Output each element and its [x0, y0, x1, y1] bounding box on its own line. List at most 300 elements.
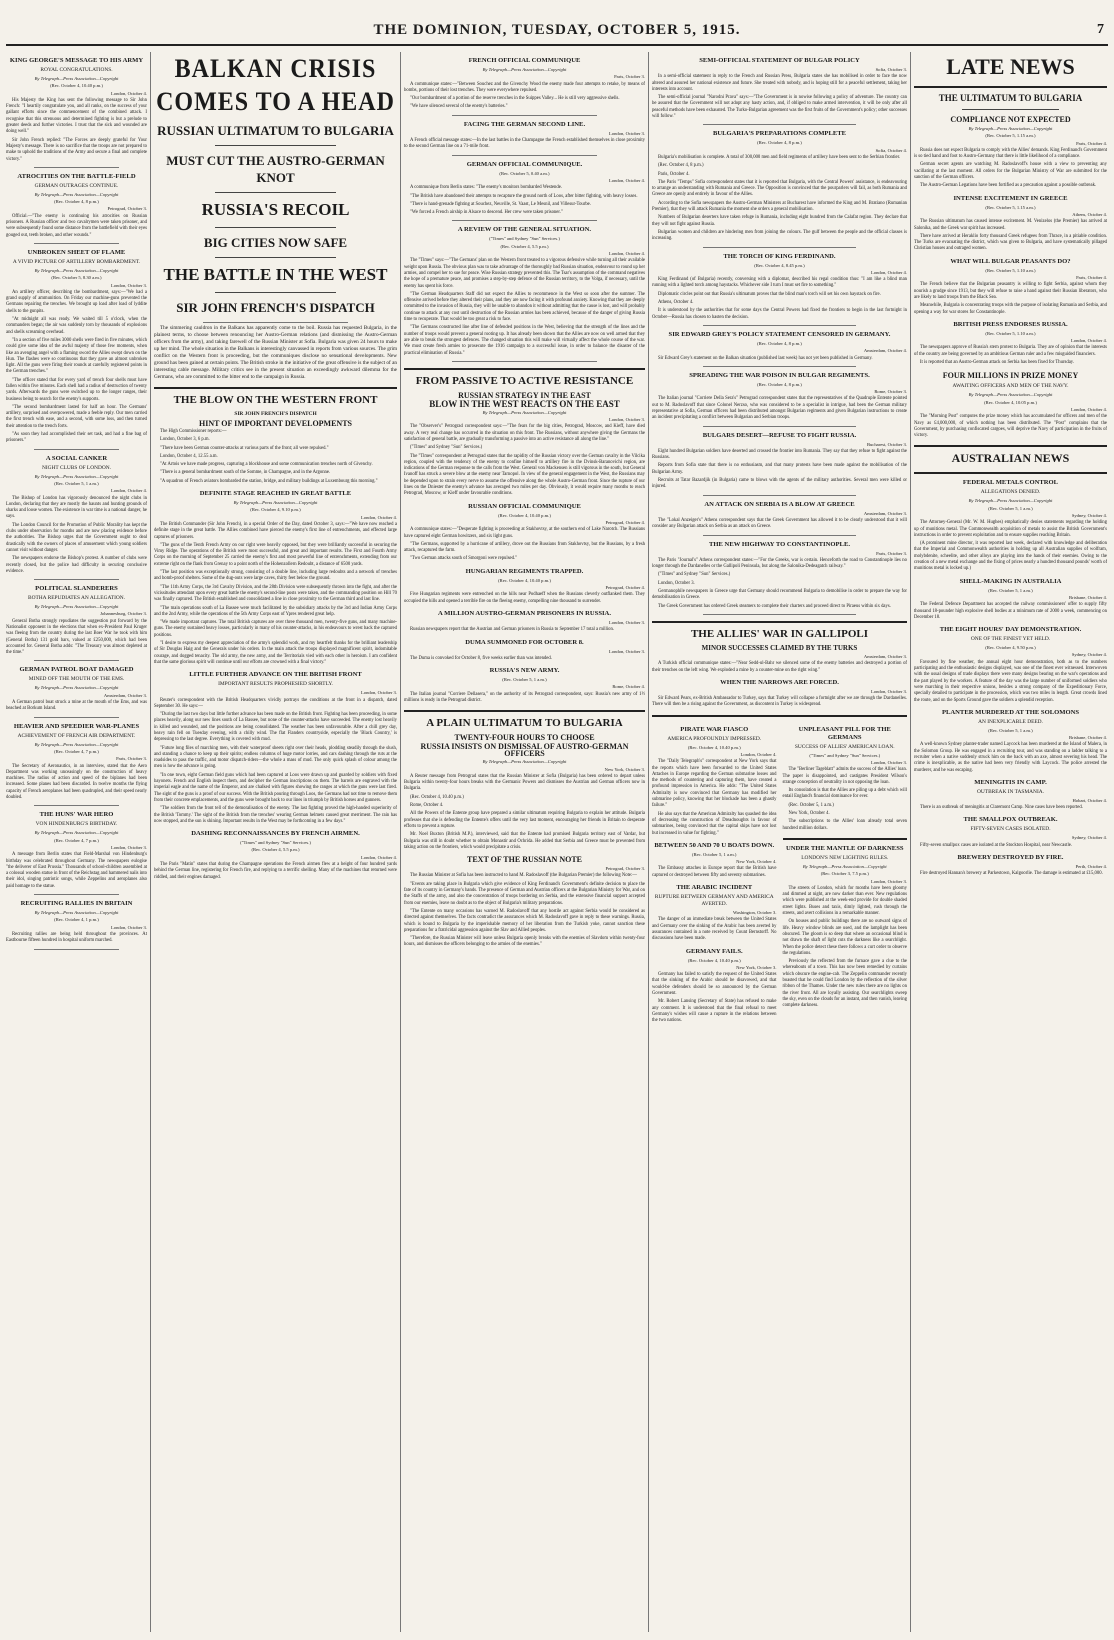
article-paragraph: The Federal Defence Department has accepted the railway commissioners' offer to supply fifty thousand 18-pounder high explosive shell bodies at a minimum rate of 2000 a week, commencing on December 18. — [914, 602, 1107, 620]
article-body — [404, 774, 645, 851]
column-divider — [150, 52, 151, 1632]
dateline: Johannesburg, October 3. — [100, 611, 147, 617]
article-headline: SIR EDWARD GREY'S POLICY STATEMENT CENSORED IN GERMANY. — [668, 330, 891, 338]
article-paragraph: German secret agents are watching M. Radoslavoff's house with a view to preventing any vacillating at the last moment. All orders for the Bulgarian Ministry of War are submitted for the sanction of the German officers. — [914, 162, 1107, 181]
divider — [703, 495, 856, 496]
article-paragraph: The "Lokal Anzeiger's" Athens correspondent says that the Greek Government has allowed it to be clearly understood that it will consider any Bulgarian attack on Serbia as an attack on Greece. — [652, 517, 907, 530]
article-paragraph: A French official message states:—In the last battles in the Champagne the French established themselves in close proximity to the second German line on a 71-mile front. — [404, 138, 645, 150]
subhead: SUCCESS OF ALLIES' AMERICAN LOAN. — [794, 743, 895, 750]
subhead: BOTHA REPUDIATES AN ALLEGATION. — [27, 595, 126, 602]
headline-u-boats: BETWEEN 50 AND 70 U BOATS DOWN. — [654, 841, 775, 849]
article-paragraph: "Events are taking place in Bulgaria which give evidence of King Ferdinand's Government's definite decision to place the fate of its country in Germany's hands. The presence of German and Austrian officers at the Bulgarian Ministry for War, and on the Staffs of the army, and also the concentration of troops bordering on Serbia, and the extensive financial support accepted from our enemies, leave no doubt as to the object of Bulgaria's military preparations. — [404, 881, 645, 906]
dateline: Athens, October 4. — [1072, 211, 1107, 217]
divider — [34, 805, 119, 806]
divider — [404, 368, 645, 370]
article-paragraph: Rome, October 4. — [410, 803, 444, 809]
dateline: Petrograd, October 3. — [605, 866, 645, 872]
column-4 — [652, 52, 907, 1632]
received-line: (Rec. October 5, 1 a.m.) — [988, 505, 1033, 511]
article — [652, 57, 907, 125]
dateline: Rome, October 3. — [874, 389, 907, 395]
article-paragraph: A Turkish official communique states:—"Near Sedd-ul-Bahr we silenced some of the enemy batteries and destroyed a portion of their trenches on the left wing. We exploded a mine by a counter-mine on the right wing." — [652, 661, 907, 673]
subhead: AWAITING OFFICERS AND MEN OF THE NAVY. — [952, 383, 1069, 390]
article-paragraph: The Embassy attaches in Europe report that the British have captured or destroyed between fifty and seventy submarines. — [652, 866, 777, 878]
article-paragraph: A communique states:—"Desperate fighting is proceeding at Stakhovtsy, at the southern end of Lake Narotch. The Russians have captured eight German howitzers, and six light guns. — [404, 527, 645, 539]
article-body — [914, 282, 1107, 315]
divider — [452, 220, 597, 221]
headline-blow-western-front: THE BLOW ON THE WESTERN FRONT — [173, 394, 378, 406]
article-paragraph: "As soon they had accomplished their set task, and had a fine bag of prisoners." — [6, 432, 147, 444]
divider — [914, 86, 1107, 88]
dateline: London, October 4. — [609, 177, 645, 183]
dateline: London, October 4. — [1071, 338, 1107, 344]
article-paragraph: The Secretary of Aeronautics, in an interview, stated that the Aero Department was working unceasingly on the construction of heavy machines. The radius of action and speed of the biplanes had been increased. Some planes had been discarded. In twelve months the flying capacity of French aeroplanes had been quadrupled, and their speed nearly doubled. — [6, 763, 147, 801]
article-paragraph: "Future long files of marching men, with their waterproof sheets right over their heads, plodding steadily through the slush, and standing a chance to keep up their spirits; endless columns of huge motor lorries, and cars dashing through the ruts at the roadsides to pass the traffic, and motor dispatch-riders—the whole a mass of mud. The only quick splash of colour among the men is how the advance is going. — [154, 745, 397, 770]
received-line: (Rec. October 5, 8.30 a.m.) — [51, 275, 102, 281]
article-paragraph: Sir Edward Pears, ex-British Ambassador to Turkey, says that Turkey will collapse a fortnight after we are through the Dardanelles. There will then be a rising against the Government, as discontent in Turkey is widespread. — [652, 696, 907, 708]
article-paragraph: King Ferdinand (of Bulgaria) recently, conversing with a diplomat, described his regal condition thus: "I am like a blind man running with a lighted torch among haystacks. Whichever side I turn I must set fire to something." — [652, 277, 907, 289]
article-paragraph: Bulgarian women and children are hindering men from joining the colours. The gulf between the people and the official classes is increasing. — [652, 229, 907, 242]
article-paragraph: The Russian ultimatum has caused intense excitement. M. Venizelos (the Premier) has arrived at Salonika, and the Greek war spirit has increased. — [914, 219, 1107, 231]
article-body — [404, 873, 645, 948]
divider — [34, 717, 119, 718]
headline-pirate-war: PIRATE WAR FIASCO — [680, 725, 749, 733]
article — [6, 173, 147, 244]
article-body — [914, 219, 1107, 252]
headline-narrows-forced: WHEN THE NARROWS ARE FORCED. — [720, 678, 839, 686]
divider — [703, 614, 856, 615]
headline-plain-ultimatum: A PLAIN ULTIMATUM TO BULGARIA — [426, 717, 623, 730]
dateline: Petrograd, October 4. — [605, 585, 645, 591]
headline-gallipoli: THE ALLIES' WAR IN GALLIPOLI — [690, 627, 869, 640]
article-paragraph: The Greek Government has ordered Greek steamers to complete their charters and proceed direct to Piraeus within six days. — [658, 603, 891, 609]
column-3-articles — [404, 57, 645, 362]
article-paragraph: "The 11th Army Corps, the 3rd Cavalry Division, and the 28th Division were subsequently thrown into the fight, and after the vicissitudes attendant upon every great battle the enemy's second-line posts were taken, and the commanding position on Hill 70 was finally captured. The British established and consolidated a line in close proximity to the German third and last line. — [154, 584, 397, 603]
subhead: AMERICA PROFOUNDLY IMPRESSED. — [667, 735, 762, 742]
article-paragraph: The High Commissioner reports:— — [160, 429, 227, 434]
source-line: ("Times" and Sydney "Sun" Services.) — [240, 840, 311, 846]
received-line: (Rec. October 5, 1.15 a.m.) — [985, 204, 1036, 210]
article-paragraph: General Botha strongly repudiates the suggestion put forward by the Nationalist opponent in the elections that when ex-President Paul Kruger was fleeing from the country during the last Boer War he took with him (General Botha) 131 gold bars, valued at £250,000, which had been accounted for. General Botha adds: "The Treasury was almost depleted at the time." — [6, 618, 147, 656]
late-news-title: LATE NEWS — [946, 54, 1075, 79]
article-headline: ATROCITIES ON THE BATTLE-FIELD — [17, 172, 136, 180]
article-paragraph: According to the Sofia newspapers the Austro-German Ministers at Bucharest have informed the King and M. Bratiano (Rumanian Premier), that they will attack Rumania the moment she orders a general mobilisation. — [652, 200, 907, 213]
dateline: Sofia, October 4. — [875, 147, 907, 153]
article-paragraph: The newspapers endorse the Bishop's protest. A number of clubs were recently closed, but the police had difficulty in securing conclusive evidence. — [6, 556, 147, 574]
article-headline: A REVIEW OF THE GENERAL SITUATION. — [457, 226, 592, 234]
article-paragraph: "The Germans, supported by a hurricane of artillery, drove out the Russians from Stakhovtsy, but the Russians, by a fresh attack, recaptured the farm. — [404, 541, 645, 554]
article-paragraph: The Austro-German Legations have been fortified as a precaution against a possible outbreak. — [920, 183, 1097, 189]
article-paragraph: "I desire to express my deepest appreciation of the army's splendid work, and my heartfelt thanks for the brilliant leadership of Sir Douglas Haig and the Generals under his orders. In the main attack the troops displayed magnificent spirit, indomitable courage, and dogged tenacity. The old army, the new army, and the Territorials vied with each other in heroism. I am confident that the same glorious spirit will continue until our efforts are crowned with a final victory." — [154, 641, 397, 665]
dateline: Washington, October 3. — [732, 910, 777, 916]
article — [404, 57, 645, 116]
intro-summary: The simmering cauldron in the Balkans has apparently come to the boil. Russia has requested Bulgaria, in the plainest terms, to choose between renouncing her Austro-German relations (and dismissing the Austro-German officers from the army), and taking farewell of the Russian Minister at Sofia. Bulgaria was given 24 hours to make up her mind. The whole situation in the Balkans is interestingly canvassed in reports from various sources. The grim conflict on the Western front is proceeding, but the communiques disclose no sensational developments. New ground has been gained at certain points. The British stroke in the initiative of the great offensive is the subject of an interesting cable message. Military critics see in the present situation an exceedingly awkward dilemma for the Germans, who are committed to the bitter end to the campaign in Russia. — [154, 325, 397, 380]
dateline: London, October 3. — [609, 130, 645, 136]
article-body — [652, 972, 777, 1024]
byline: By Telegraph—Press Association—Copyright — [968, 126, 1053, 131]
dateline: Amsterdam, October 3. — [103, 692, 147, 698]
article-paragraph: New York, October 4. — [788, 811, 830, 817]
article-paragraph: A well-known Sydney planter-trader named Laycock has been murdered at the Island of Malera, in the Solomon Group. He was engaged in a recruiting tour, and was standing on a ladder talking to a recruiter when a native suddenly struck him on the back with an axe, almost severing his head. The crime is inexplicable, as the native had been very friendly with Laycock. The police arrested the murderer, and he was escaping. — [914, 742, 1107, 773]
divider — [452, 155, 597, 156]
article-paragraph: The "Times" says:—"The Germans' plan on the Western front treated to a vigorous defensive while turning all their available weight upon Russia. The obvious plan was to take advantage of the thoroughly bad Russian situation, endeavour to round up her armies, and compel her to sue for peace. Wise Russian strategy prevented this. The Tsar's assumption of the command negatives the hope of a premature peace, and promises a step-by-step defence of the Russian territory, to the Volga, if necessary, until the enemy has spent his force. — [404, 258, 645, 289]
page-number: 7 — [1097, 22, 1104, 37]
article-paragraph: The "Berliner Tageblatt" admits the success of the Allies' loan. The paper is disappointed, and castigates President Wilson's strange conception of neutrality in not opposing the loan. — [782, 767, 907, 785]
dateline: Amsterdam, October 3. — [863, 510, 907, 516]
article-paragraph: Five Hungarian regiments were entrenched on the hills near Podhaeff when the Russians cleverly outflanked them. They occupied the hills and opened a terrible fire on the fleeing enemy, compelling nine thousand to surrender. — [404, 592, 645, 604]
headline-duma-summoned: DUMA SUMMONED FOR OCTOBER 8. — [465, 638, 584, 646]
article-paragraph: Previously the reflected from the furnace gave a clue to the whereabouts of a town. This has now been remedied by curtains which obscure the engine-cab. The Zeppelin commander recently boasted that he could find London by the reflection of the silver ribbon of the Thames. Under the new rules there are no lights on the river front. All are loyally assisting. Our searchlights sweep the sky, even on the clouds for an instant, and then vanish, leaving complete darkness. — [782, 959, 907, 1009]
divider — [703, 124, 856, 125]
article-paragraph: The Paris "Temps" Sofia correspondent states that it is reported that Bulgaria, with the Central Powers' assistance, is endeavouring to arrange an understanding with Rumania and Greece. The Opposition is convinced that the pourparlers will fail, as both Rumania and Greece are openly and entirely in favour of the Allies. — [652, 179, 907, 198]
article-paragraph: A message from Berlin states that Field-Marshal von Hindenburg's birthday was celebrated throughout Germany. The newspapers eulogise "the deliverer of East Prussia." Thousands of school-children assembled at a colossal wooden statue in front of the Reichstag and hammered nails into their idol, singing patriotic songs, while Zeppelins and aeroplanes also paid homage to the statue. — [6, 852, 147, 889]
headline-arabic-incident: THE ARABIC INCIDENT — [676, 884, 753, 892]
article — [404, 161, 645, 222]
subhead: ROYAL CONGRATULATIONS. — [40, 67, 113, 73]
article-paragraph: "In a section of five miles 3000 shells were fired in five minutes, which could give some idea of the awful majesty of those few moments, when like an avenging angel with a flaming sword the Allies swept down on the Hun. The flashes were so continuous that they gave an almost unbroken light. All the guns were firing their rounds at carefully registered points in the German trenches." — [6, 337, 147, 375]
article — [652, 372, 907, 427]
article-headline: THE TORCH OF KING FERDINAND. — [723, 252, 836, 260]
received-line: (Rec. October 5, 1.10 a.m.) — [985, 330, 1036, 336]
dateline: Bucharest, October 3. — [866, 441, 907, 447]
headline-russias-new-army: RUSSIA'S NEW ARMY. — [489, 667, 560, 675]
article-paragraph: The British Commander (Sir John French), in a special Order of the Day, dated October 3, says:—"We have now reached a definite stage in the great battle. The Allies combined have pierced the enemy's first line of entrenchments, and effected large captures of prisoners. — [154, 521, 397, 540]
byline: By Telegraph—Press Association—Copyright — [34, 910, 119, 916]
divider — [914, 472, 1107, 474]
headline-bulgar-peasants: WHAT WILL BULGAR PEASANTS DO? — [950, 257, 1071, 265]
article-paragraph: "The officer stated that for every yard of trench four shells must have fallen within five minutes. Each shell had a radius of destruction of twenty yards. Afterwards the guns were switched up to the longer ranges, their business being to search for the enemy's supports. — [6, 377, 147, 402]
dateline: London, October 3. — [111, 844, 147, 850]
divider — [652, 621, 907, 623]
received-line: (Rec. October 5, 1 a.m.) — [502, 677, 547, 683]
divider — [34, 449, 119, 450]
dateline: Amsterdam, October 4. — [863, 348, 907, 354]
headline-hungarian-regiments: HUNGARIAN REGIMENTS TRAPPED. — [465, 567, 584, 575]
divider — [703, 535, 856, 536]
byline: By Telegraph—Press Association—Copyright — [34, 473, 119, 479]
headline-big-cities: BIG CITIES NOW SAFE — [203, 235, 348, 250]
byline: By Telegraph—Press Association—Copyright — [34, 830, 119, 836]
received-line: (Rec. October 4, 5.5 p.m.) — [251, 847, 300, 853]
article-paragraph: "There is a general bombardment south of the Somme, in Champagne, and in the Argonne. — [160, 470, 331, 476]
article-paragraph: The semi-official journal "Narodni Prava" says:—"The Government is in nowise following a policy of adventure. The country can be assured that the Government will not adopt any hasty action, and, if obliged to make armed intervention, it will be only after all peaceful methods have been exhausted. The Turko-Bulgarian agreement was the first fruits of the Government's policy; other successes will follow." — [652, 95, 907, 120]
received-line: (Rec. October 5, 1 a.m.) — [54, 480, 99, 486]
article-paragraph: The Paris "Journal's" Athens correspondent states:—"For the Greeks, war is certain. Henceforth the road to Constantinople lies no longer through the Dardanelles or the Gallipoli Peninsula, but along the Salonika-Dedeagatch railway." — [652, 557, 907, 570]
article-paragraph: The newspapers approve of Russia's stern protest to Bulgaria. They are of opinion that the interests of the country are being governed by an ambitious German ruler and a few misguided financiers. — [914, 345, 1107, 357]
dateline: Hobart, October 4. — [1072, 797, 1107, 803]
divider — [703, 366, 856, 367]
article-body — [783, 767, 908, 832]
article-paragraph: London, October 3. — [658, 580, 695, 586]
article-paragraph: The Bishop of London has vigorously denounced the night clubs in London, declaring that they are mostly the haunts and hunting grounds of sharks and loose women. The existence in war time is a national danger, he says. — [6, 495, 147, 520]
article-headline: GERMAN OFFICIAL COMMUNIQUE. — [466, 160, 583, 168]
byline: By Telegraph—Press Association—Copyright — [482, 409, 567, 415]
article-paragraph: A Reuter message from Petrograd states that the Russian Minister at Sofia (Bulgaria) has been ordered to depart unless Bulgaria within twenty-four hours breaks with the Germanic Powers and dismisses the Austrian and German officers now in Bulgaria. — [404, 773, 645, 792]
subhead: BLOW IN THE WEST REACTS ON THE EAST — [429, 398, 620, 409]
article-paragraph: (A prominent mine director, it was reported last week, declared with knowledge and deliberation that the Imperial and Commonwealth authorities in holding up all Australian supplies of wolfram, molybdenite, scheelite, and other alloys are playing into the hands of their enemies. Owing to the creation of a new metal exchange and the fixing of prices nearly a hundred thousand pounds' worth of munitions metal is locked up.) — [914, 541, 1107, 572]
article-paragraph: A communique from Berlin states: "The enemy's monitors bombarded Westende. — [410, 185, 563, 191]
article-paragraph: Russia does not expect Bulgaria to comply with the Allies' demands. King Ferdinand's Government is so tied hand and foot to Austro-Germany that there is little likelihood of a compliance. — [914, 147, 1107, 160]
received-line: (Rec. October 5, 1 a.m.) — [988, 727, 1033, 733]
column-divider — [648, 52, 649, 1632]
article-body — [914, 520, 1107, 572]
article-paragraph: (Rec. October 4, 8 p.m.) — [658, 163, 704, 169]
received-line: (Rec. October 4, 9.10 p.m.) — [250, 507, 301, 513]
dateline: London, October 3. — [871, 878, 907, 884]
received-line: (Rec. October 4, 8 p.m.) — [757, 381, 802, 387]
article-paragraph: "The main operations south of La Bassee were much facilitated by the subsidiary attacks by the 3rd and Indian Army Corps and the 2nd Army, while the operations of the 5th Army Corps east of Ypres rendered great help. — [154, 605, 397, 617]
article-body — [154, 522, 397, 666]
byline: By Telegraph—Press Association—Copyright — [233, 500, 318, 506]
dateline: New York, October 3. — [736, 964, 777, 970]
article-paragraph: Paris, October 4. — [658, 171, 690, 177]
article-headline: A SOCIAL CANKER — [45, 454, 108, 462]
byline: By Telegraph—Press Association—Copyright — [34, 741, 119, 747]
subhead: AN INEXPLICABLE DEED. — [978, 718, 1043, 725]
divider — [215, 292, 337, 293]
byline: By Telegraph—Press Association—Copyright — [482, 67, 567, 72]
article-paragraph: It is understood by the authorities that for some days the Central Powers had fixed the frontiers to begin in the last fortnight in October—Russia has chosen to hasten the decision. — [652, 308, 907, 320]
article-paragraph: ("Times" and Sydney "Sun" Services.) — [658, 572, 731, 578]
article-paragraph: His Majesty the King has sent the following message to Sir John French: "I heartily congratulate you, and all ranks, on the success of your gallant efforts since the commencement of the combined attack. I recognise that this strenuous and determined fighting is but a prelude to greater deeds and further victories. I trust that the sick and wounded are doing well." — [6, 97, 147, 135]
article-paragraph: The "Daily Telegraph's" correspondent at New York says that the reports which have been forwarded to the United States Attaches in Europe regarding the German submarine losses and the methods of countering and capturing them, have created a profound impression in America. He adds: "The United States Admiralty is now convinced that Germany has modified her submarine policy, knowing that her blockade has been a ghastly failure." — [652, 759, 777, 809]
divider — [34, 579, 119, 580]
article-paragraph: Mr. Robert Lansing (Secretary of State) has refused to make any comment. It is understood that the final refusal to meet Germany's wishes will cause a rupture in the relations between the two nations. — [652, 999, 777, 1024]
article — [652, 541, 907, 615]
subhead: ONE OF THE FINEST YET HELD. — [970, 636, 1051, 643]
divider — [203, 322, 349, 323]
article-paragraph: "The Entente on many occasions has warned M. Radoslavoff that any hostile act against Serbia would be considered as directed against themselves. The facts contradict the assurances which M. Radoslavoff gave in reply to these warnings. Russia, which is bound to Bulgaria by the imperishable memory of her liberation from the Turkish yoke, cannot sanction these preparations for a fratricidal aggression against the Slav and Allied peoples. — [404, 908, 645, 933]
headline-passive-to-active: FROM PASSIVE TO ACTIVE RESISTANCE — [415, 374, 634, 387]
article — [652, 501, 907, 536]
subhead: ACHIEVEMENT OF FRENCH AIR DEPARTMENT. — [17, 732, 136, 739]
article-headline: POLITICAL SLANDERERS — [35, 585, 118, 593]
dateline: Petrograd, October 4. — [605, 519, 645, 525]
article-paragraph: The Duma is convoked for October 8, five weeks earlier than was intended. — [410, 655, 552, 661]
dateline: New York, October 3. — [604, 766, 645, 772]
received-line: (Rec. October 4, 7 p.m.) — [54, 837, 99, 843]
column-5 — [914, 52, 1107, 1632]
received-line: (Rec. October 4, 8 p.m.) — [757, 340, 802, 346]
subhead: HINT OF IMPORTANT DEVELOPMENTS — [199, 419, 352, 428]
dateline: Brisbane, October 4. — [1068, 735, 1107, 741]
article-paragraph: The Italian journal "Corriere Dellasera," on the authority of its Petrograd correspondent, says: Russia's new army of 1½ millions is ready in the Petrograd district. — [404, 691, 645, 703]
received-line: (Rec. October 5, 1.15 a.m.) — [985, 133, 1036, 139]
column-1 — [6, 52, 147, 1632]
byline: By Telegraph—Press Association—Copyright — [968, 498, 1053, 504]
headline-austro-german-knot: MUST CUT THE AUSTRO-GERMAN KNOT — [166, 153, 385, 185]
divider — [703, 426, 856, 427]
headline-unpleasant-pill: UNPLEASANT PILL FOR THE GERMANS — [798, 725, 891, 741]
article-body — [652, 759, 777, 837]
divider — [652, 715, 907, 717]
article-paragraph: The Russian Minister at Sofia has been instructed to hand M. Radoslavoff (the Bulgarian Premier) the following Note:— — [410, 873, 637, 879]
divider — [404, 710, 645, 712]
article-paragraph: The French believe that the Bulgarian peasantry is willing to fight Serbia, against whom they nourish a grudge since 1913, but they will refuse to raise a hand against their Russian liberators, who are likely to land troops from the Black Sea. — [914, 282, 1107, 300]
column-divider — [910, 52, 911, 1632]
article-body — [404, 424, 645, 497]
article-body — [914, 345, 1107, 366]
article-headline: RECRUITING RALLIES IN BRITAIN — [20, 900, 133, 908]
article — [6, 723, 147, 807]
byline: By Telegraph—Press Association—Copyright — [34, 267, 119, 273]
dateline: London, October 3. — [609, 619, 645, 625]
divider — [783, 838, 908, 840]
dateline: Sydney, October 4. — [1071, 835, 1107, 841]
article-paragraph: Numbers of Bulgarian deserters have taken refuge in Rumania, including eight hundred from the Calafat region. They declare that they will not fight against Russia. — [652, 215, 907, 227]
headline-balkan-crisis: BALKAN CRISIS COMES TO A HEAD — [156, 55, 395, 117]
article-paragraph: The "Morning Post" computes the prize money which has accumulated for officers and men of the Navy as £4,000,000, of which nothing has been distributed. The "Post" complains that the Government, by purchasing confiscated cargoes, will deprive the Navy of participation in the fruits of victory. — [914, 414, 1107, 439]
article-paragraph: The streets of London, which for months have been gloomy and dimmed at night, are now darker than ever. New regulations which were published at the week-end provide for double shaded street lights. Buses and taxis, dimly lighted, rush through the streets, and avert collisions in a remarkable manner. — [782, 885, 907, 917]
article-paragraph: Bulgaria's mobilisation is complete. A total of 300,000 men and field regiments of artillery have been sent to the Serbian frontier. — [658, 154, 901, 160]
dateline: Amsterdam, October 3. — [863, 653, 907, 659]
subhead: GERMAN OUTRAGES CONTINUE. — [34, 182, 119, 189]
article-paragraph: Germanophile newspapers in Greece urge that Germany should recommend Bulgaria to demobilise in order to prepare the way for demobilisation in Greece. — [652, 589, 907, 601]
masthead-title: THE DOMINION, TUESDAY, OCTOBER 5, 1915. — [373, 22, 741, 38]
right-subcolumn — [783, 721, 908, 1027]
dateline: London, October 4. — [111, 90, 147, 96]
article-paragraph: "At midnight all was ready. We waited till 5 o'clock, when the commanders began; the air was suddenly torn by thousands of explosions and shells screaming overhead. — [6, 317, 147, 335]
article-paragraph: "We have silenced several of the enemy's batteries." — [410, 104, 508, 110]
article-headline: BULGARS DESERT—REFUSE TO FIGHT RUSSIA. — [702, 431, 857, 439]
received-line: (Rec. October 5, 1 a.m.) — [988, 587, 1033, 593]
subhead: NIGHT CLUBS OF LONDON. — [41, 464, 112, 471]
dateline: Petrograd, October 3. — [107, 206, 147, 212]
article-paragraph: Russian newspapers report that the Austrian and German prisoners in Russia to September 17 total a million. — [410, 627, 614, 633]
masthead — [0, 22, 1114, 42]
received-line: (Rec. October 4, 7 p.m.) — [54, 748, 99, 754]
article-paragraph: "In one town, eight German field guns which had been captured at Loos were drawn up and guarded by soldiers with fixed bayonets. French and English inspect them, and decipher the German inscriptions on them. The barrels are engraved with the imperial eagle and the name of the Emperor, and are chalked with figures showing the ranges at which the guns were last fired. The sight of the guns is a proof of our success. With the British pouring through Loos, the Germans had not time to remove them from their concrete emplacements, and the guns were brought back to our lines in triumph by British horses and gunners. — [154, 772, 397, 803]
article-paragraph: "We forced a French airship in Alsace to descend. Her crew were taken prisoner." — [410, 210, 563, 216]
article-paragraph: Meanwhile, Bulgaria is concentrating troops with the purpose of isolating Rumania and Serbia, and opening a way for war stores for Constantinople. — [914, 303, 1107, 315]
divider — [34, 167, 119, 168]
received-line: (Rec. October 5, 1.10 a.m.) — [985, 267, 1036, 273]
headline-meningitis: MENINGITIS IN CAMP. — [974, 778, 1047, 786]
subhead: ALLEGATIONS DENIED. — [980, 489, 1041, 496]
headline-battle-west: THE BATTLE IN THE WEST — [163, 265, 388, 284]
article-paragraph: Germany has failed to satisfy the request of the United States that the sinking of the Arabic should be disavowed, and that would-be defenders should be so announced by the German Government. — [652, 972, 777, 997]
received-line: (Rec. October 4, 1 p.m.) — [54, 917, 99, 923]
dateline: London, October 3. — [111, 924, 147, 930]
divider — [703, 247, 856, 248]
divider — [962, 109, 1059, 110]
article-body — [154, 429, 397, 485]
divider — [215, 192, 337, 193]
article-headline: KING GEORGE'S MESSAGE TO HIS ARMY — [9, 57, 144, 64]
article-paragraph: The "Observer's" Petrograd correspondent says:—"The fears for the big cities, Petrograd, Moscow, and Kieff, have died away. A very real change has occurred in the situation on this front. The Russians, without anywhere giving the Germans the satisfaction of general battle, are gradually transforming a passive into an active resistance all along the line." — [404, 424, 645, 442]
received-line: (Rec. October 4, 5.5 p.m.) — [500, 243, 549, 249]
article-paragraph: He also says that the American Admiralty has quashed the idea of decreasing the construction of Dreadnoughts in favour of submarines, being convinced that the capital ships have not lost but increased in value for fighting." — [652, 811, 777, 836]
article-paragraph: All the Powers of the Entente group have prepared a similar ultimatum requiring Bulgaria to explain her attitude. Bulgaria professes that she is defending the Entente's offers until the very last moment, encouraging her friends in Britain to desperate efforts to prevent a rupture. — [404, 811, 645, 829]
article-paragraph: Sir Edward Grey's statement on the Balkan situation (published last week) has not yet been published in Germany. — [658, 355, 873, 361]
divider — [452, 115, 597, 116]
headline-shell-making: SHELL-MAKING IN AUSTRALIA — [959, 577, 1062, 585]
headline-excitement-greece: INTENSE EXCITEMENT IN GREECE — [953, 194, 1068, 202]
article-paragraph: "The last position was exceptionally strong, consisting of a double line, including large redoubts and a network of trenches and bomb-proof shelters. Some of the dug-outs were large caves, thirty feet below the ground. — [154, 570, 397, 582]
article-paragraph: "Our bombardment of a portion of the reserve trenches in the Suippes Valley... He is still very aggressive shells. — [410, 96, 620, 102]
headline-definite-stage: DEFINITE STAGE REACHED IN GREAT BATTLE — [199, 490, 352, 498]
byline: By Telegraph—Press Association—Copyright — [34, 76, 119, 81]
article-headline: AN ATTACK ON SERBIA IS A BLOW AT GREECE — [704, 500, 855, 508]
article — [6, 585, 147, 661]
headline-brewery-fire: BREWERY DESTROYED BY FIRE. — [957, 854, 1064, 862]
dateline: Brisbane, October 4. — [1068, 594, 1107, 600]
dateline: Paris, October 3. — [116, 756, 147, 762]
dateline: Paris, October 4. — [1076, 140, 1107, 146]
subhead: LONDON'S NEW LIGHTING RULES. — [801, 854, 889, 861]
article-paragraph: Favoured by fine weather, the annual eight hour demonstration, both as to the numbers participating and the enthusiastic designs displayed, was one of the finest ever witnessed. Interwoven with the usual designs of trade displays there were many designs bearing on the war's operations and the part played by the workers. A feature of the day was the large number of uniformed soldiers who were marching in their respective unions, besides a strong company of the Expeditionary Force, specially detailed to participate in the procession, which was two miles in length. Great crowds lined the route, and on the Sports Ground gave the soldiers a splendid reception. — [914, 659, 1107, 703]
article-paragraph: Official.—"The enemy is continuing his atrocities on Russian prisoners. A Russian officer and two cavalrymen were taken prisoner, and were subsequently found some distance from the battlefield with their eyes gouged out, teeth broken, and other wounds." — [6, 213, 147, 238]
article-paragraph: Athens, October 4. — [658, 300, 694, 306]
headline-planter-murdered: PLANTER MURDERED AT THE SOLOMONS — [941, 708, 1080, 716]
article-body — [783, 886, 908, 1010]
article-paragraph: Eight hundred Bulgarian soldiers have deserted and crossed the frontier into Rumania. They say that they refuse to fight against the Russians. — [652, 448, 907, 461]
article-paragraph: "During the last two days but little further advance has been made on the British front. Fighting has been proceeding, in some places heavily, along our new lines south of La Bassee, but none of the counter-attacks have succeeded. The enemy lost heavily in killed and wounded, and the positions are being consolidated. The weather has been unfavourable. After a chill grey day, heavy rain fell on Tuesday evening, with a chilly wind. The flat Flanders countryside, especially the 'Black Country,' is depressing to the last degree. Everything is covered with mud. — [154, 712, 397, 743]
received-line: (Rec. October 5, 1 a.m.) — [692, 851, 737, 857]
article — [652, 253, 907, 326]
article-paragraph: "The guns of the Tenth French Army on our right were heavily opposed, but they were brilliantly successful in securing the Vimy Ridge. The operations of the British were most successful, and great and important results. The First and Fourth Army Corps on the morning of September 25 carried the enemy's first and most powerful line of entrenchments, extending from our extreme right on the flank from Grenay to a point north of the Hohenzollern Redoubt, a distance of 6500 yards. — [154, 542, 397, 567]
article-paragraph: The subscriptions to the Allies' loan already total seven hundred million dollars. — [782, 819, 907, 831]
australian-news-title: AUSTRALIAN NEWS — [951, 451, 1070, 466]
dateline: London, October 3. — [871, 760, 907, 765]
article-paragraph: "The Germans constructed line after line of defended positions in the West, believing that the strength of the lines and the number of troops would prevent a general rooting up. It has already been shown that the Allies are now on well armed that they are able to break the strongest defences. The changed situation this will make will virtually affect the whole course of the war. We must create fresh armies to prosecute the 1916 campaign to a successful issue, in order to balance the disaster of the practical elimination of Russia." — [404, 325, 645, 356]
article-headline: UNBROKEN SHEET OF FLAME — [27, 248, 126, 256]
divider — [34, 949, 119, 950]
headline-little-further-advance: LITTLE FURTHER ADVANCE ON THE BRITISH FRONT — [189, 671, 362, 679]
dateline: Paris, October 3. — [876, 550, 907, 556]
column-divider — [400, 52, 401, 1632]
article-body — [404, 527, 645, 562]
article-paragraph: Its consolation is that the Allies are piling up a debt which will entail England's financial dominance for ever. — [782, 788, 907, 800]
article-paragraph: On houses and public buildings there are no outward signs of life. Heavy window blinds are used, and the lamplight has been obscured. The gloom is so deep that where an occasional blind is not drawn the shaft of light cuts the darkness like a searchlight. When the police detect these there follows a curt order to observe the regulations. — [782, 919, 907, 956]
subhead: IMPORTANT RESULTS PROPHESIED SHORTLY. — [218, 681, 333, 688]
divider — [703, 325, 856, 326]
article-paragraph: Recruiting rallies are being held throughout the provinces. At Eastbourne fifteen hundred in hospital uniform marched. — [6, 931, 147, 944]
subhead: MINOR SUCCESSES CLAIMED BY THE TURKS — [701, 643, 858, 652]
divider — [34, 243, 119, 244]
article-paragraph: The Italian journal "Corriere Della Sera's" Petrograd correspondent states that the representatives of the Quadruple Entente pointed out to M. Radoslavoff that since Colonel Nerzso, who was considered to be a specialist in intrigue, had been the German military representative at Sofia, German officers had been distributed amongst Bulgarian regiments and given Bulgarian instructions to create an incident precipitating a conflict between Bulgarian and Serbian troops. — [652, 396, 907, 421]
article-paragraph: "At Artois we have made progress, capturing a blockhouse and some communication trenches north of Givenchy. — [160, 462, 373, 468]
headline-french-dispatch: SIR JOHN FRENCH'S DISPATCH — [176, 300, 375, 315]
dateline: London, October 4. — [361, 854, 397, 860]
dateline: London, October 4. — [1071, 406, 1107, 412]
divider — [215, 257, 337, 258]
byline: By Telegraph—Press Association—Copyright — [802, 863, 887, 869]
column-4-articles — [652, 57, 907, 615]
article-headline: GERMAN PATROL BOAT DAMAGED — [19, 666, 134, 674]
article-paragraph: Reports from Sofia state that there is no enthusiasm, and that many protests have been made against the mobilisation of the Bulgarian Army. — [652, 463, 907, 475]
dateline: Rome, October 4. — [612, 684, 645, 690]
article-paragraph: There is an outbreak of meningitis at Claremont Camp. Nine cases have been reported. — [920, 805, 1083, 811]
article-headline: THE NEW HIGHWAY TO CONSTANTINOPLE. — [708, 540, 850, 548]
article-paragraph: A German patrol boat struck a mine at the mouth of the Ems, and was beached at Borkum Island. — [6, 700, 147, 712]
article-paragraph: ("Times" and Sydney "Sun" Services.) — [410, 445, 483, 451]
dateline: London, October 4. — [361, 514, 397, 520]
article — [652, 130, 907, 247]
article-paragraph: Sir John French replied: "The Forces are deeply grateful for Your Majesty's message. There is no sacrifice that the troops are not prepared to make to uphold the traditions of the Army and secure a final and complete victory." — [6, 137, 147, 162]
article-paragraph: The Paris "Matin" states that during the Champagne operations the French airmen flew at a height of four hundred yards behind the German line, registering for French fire, and replying to a terrific shelling. Many of the machines that returned were riddled, and their engines damaged. — [154, 862, 397, 880]
article — [652, 432, 907, 496]
article-paragraph: There have arrived at Heraklio forty thousand Greek refugees from Thrace, in a pitiable condition. The Turks are evacuating the district, which was given to Bulgaria, and have systematically pillaged Christian houses and outraged women. — [914, 233, 1107, 252]
article-paragraph: Recruits at Tatar Bazardjik (in Bulgaria) came to blows with the agents of the military authorities. Several men were killed or injured. — [652, 478, 907, 490]
received-line: (Rec. October 4, 10.40 p.m.) — [498, 577, 551, 583]
article — [6, 811, 147, 895]
article-paragraph: "The second bombardment lasted for half an hour. The Germans' artillery, surprised and overpowered, made a feeble reply. Our men carried the first trench with ease, and a second, with some loss, and then turned their attention to the trench forts. — [6, 404, 147, 429]
headline-british-press: BRITISH PRESS ENDORSES RUSSIA. — [953, 320, 1068, 328]
column-3 — [404, 52, 645, 1632]
received-line: (Rec. October 4, 9.50 p.m.) — [985, 645, 1036, 651]
dateline: Sofia, October 3. — [875, 67, 907, 72]
